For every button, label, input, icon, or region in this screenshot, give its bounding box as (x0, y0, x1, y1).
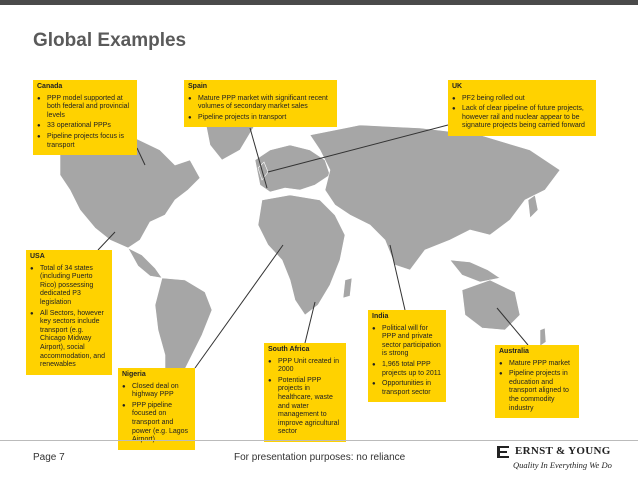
ernst-young-logo (497, 444, 627, 474)
page-title: Global Examples (33, 30, 187, 51)
callout-australia-title: Australia (499, 348, 529, 355)
map-madagascar (343, 278, 352, 298)
callout-south-africa-bullet: ● Potential PPP projects in healthcare, waste and water management to improve agricultural sector (268, 377, 342, 437)
ey-logo-icon (497, 446, 511, 458)
footer-disclaimer: For presentation purposes: no reliance (234, 452, 406, 463)
callout-uk-bullet: ● PF2 being rolled out (452, 95, 592, 104)
map-asia (310, 125, 560, 270)
callout-uk-bullet: ● Lack of clear pipeline of future projects, however rail and nuclear appear to be signature projects being carried forward (452, 105, 592, 131)
callout-india-bullet: ● 1,965 total PPP projects up to 2011 (372, 361, 442, 378)
callout-india-bullet: ● Opportunities in transport sector (372, 380, 442, 397)
callout-south-africa-bullet: ● PPP Unit created in 2000 (268, 358, 342, 375)
callout-uk-title: UK (452, 83, 463, 90)
map-australia (462, 280, 520, 330)
map-sea-islands (450, 260, 500, 282)
callout-india (368, 310, 446, 402)
map-africa (258, 195, 345, 315)
callout-canada (33, 80, 137, 155)
callout-nigeria-bullet: ● PPP pipeline focused on transport and power (e.g. Lagos (122, 402, 191, 445)
callout-spain-bullet: ● Mature PPP market with significant recent volumes of secondary market sales (188, 95, 333, 112)
callout-canada-bullet: ● Pipeline projects focus is transport (37, 133, 133, 150)
callout-spain (184, 80, 337, 127)
callout-spain-title: Spain (188, 83, 208, 90)
callout-south-africa (264, 343, 346, 442)
callout-australia (495, 345, 579, 418)
callout-usa-bullet: ● Total of 34 states (including Puerto Rico) possessing dedicated P3 legislation (30, 265, 108, 308)
callout-usa-bullet: ● All Sectors, however key sectors include transport (e.g. Chicago Midway Airport), social accommodation, and renewables (30, 310, 108, 370)
map-central-america (128, 248, 162, 278)
callout-canada-bullet: ● 33 operational PPPs (37, 122, 133, 131)
callout-india-bullet: ● Political will for PPP and private sector participation is strong (372, 325, 442, 359)
callout-canada-title: Canada (37, 83, 63, 90)
callout-australia-bullet: ● Pipeline projects in education and transport aligned to the commodity industry (499, 370, 575, 413)
callout-australia-bullet: ● Mature PPP market (499, 360, 575, 369)
page-number: Page 7 (33, 452, 65, 463)
callout-usa-title: USA (30, 253, 45, 260)
logo-tagline: Quality In Everything We Do (513, 460, 612, 470)
callout-nigeria (118, 368, 195, 450)
callout-canada-bullet: ● PPP model supported at both federal and provincial levels (37, 95, 133, 121)
logo-brand: ERNST & YOUNG (515, 445, 611, 457)
callout-uk (448, 80, 596, 136)
callout-spain-bullet: ● Pipeline projects in transport (188, 114, 333, 123)
map-new-zealand (540, 328, 546, 346)
footer-divider (0, 440, 638, 441)
callout-india-title: India (372, 313, 389, 320)
callout-nigeria-title: Nigeria (122, 371, 146, 378)
callout-usa (26, 250, 112, 375)
callout-nigeria-bullet: ● Closed deal on highway PPP (122, 383, 191, 400)
map-japan (528, 195, 538, 218)
callout-south-africa-title: South Africa (268, 346, 310, 353)
